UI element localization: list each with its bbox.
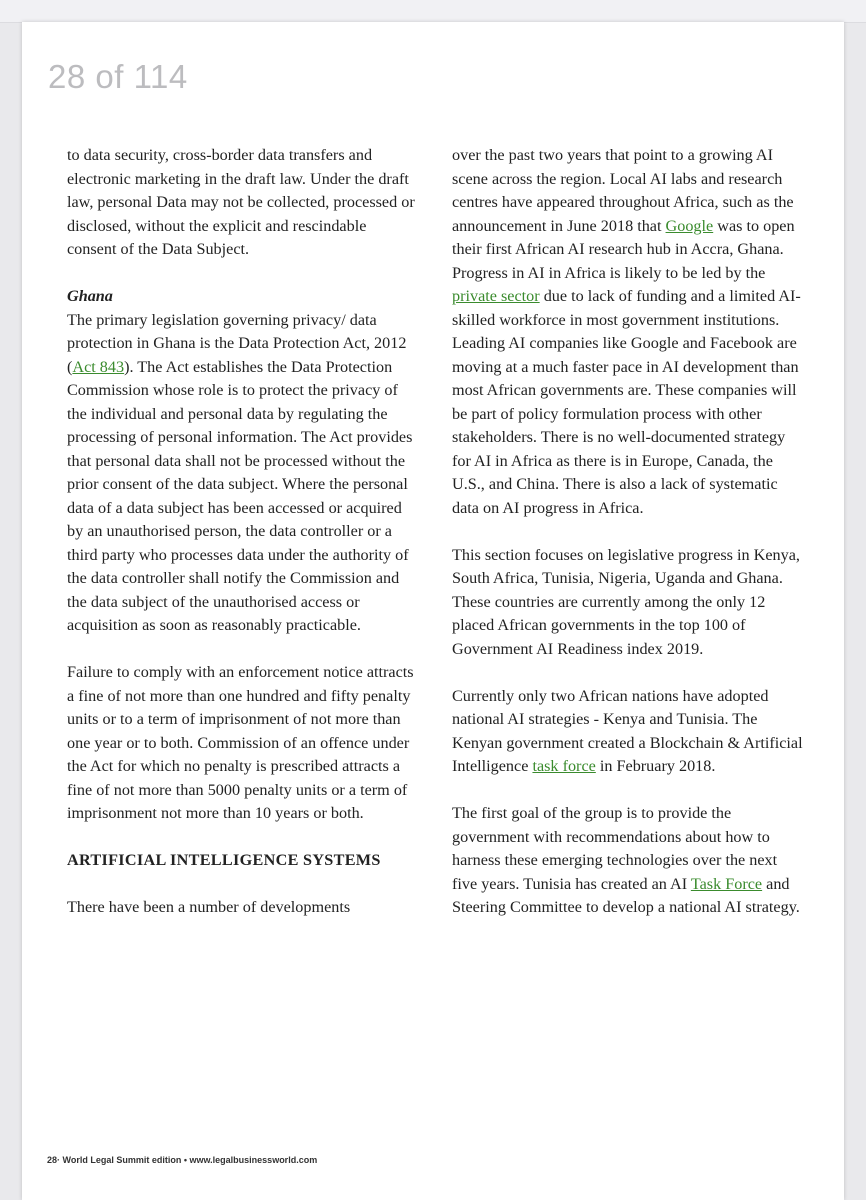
text-span: and Steering Committee to develop a national AI strategy. <box>452 874 800 916</box>
act-843-link[interactable]: Act 843 <box>72 357 125 376</box>
task-force-link[interactable]: task force <box>532 757 596 775</box>
right-column <box>452 144 804 920</box>
section-heading-ai: ARTIFICIAL INTELLIGENCE SYSTEMS <box>67 851 381 869</box>
paragraph: Failure to comply with an enforcement notice attracts a fine of not more than one hundred and fifty penalty units or to a term of imprisonment of not more than one year or to both. Commission of an offence under the Act for which no penalty is prescribed attracts a fine of not more than 5000 penalty units or a term of imprisonment not more than 10 years or both. <box>67 663 414 822</box>
google-link[interactable]: Google <box>665 216 714 235</box>
text-span: The primary legislation governing privacy/ data protection in Ghana is the Data Protection Act, 2012 ( <box>67 310 407 376</box>
paragraph: This section focuses on legislative progress in Kenya, South Africa, Tunisia, Nigeria, Uganda and Ghana. These countries are currently among the only 12 placed African governments in the top 100 of Government AI Readiness index 2019. <box>452 545 800 658</box>
document-page[interactable] <box>22 22 844 1200</box>
paragraph <box>452 802 804 920</box>
text-span: due to lack of funding and a limited AI-skilled workforce in most government institutions. Leading AI companies like Google and Facebook are moving at a much faster pace in AI development than most African governments are. These companies will be part of policy formulation process with other stakeholders. There is no well-documented strategy for AI in Africa as there is in Europe, Canada, the U.S., and China. There is also a lack of systematic data on AI progress in Africa. <box>452 287 801 517</box>
text-span: Currently only two African nations have adopted national AI strategies - Kenya and Tunisia. The Kenyan government created a Blockchain & Artificial Intelligence <box>452 686 803 775</box>
text-span: The first goal of the group is to provide the government with recommendations about how to harness these emerging technologies over the next five years. Tunisia has created an AI <box>452 804 778 893</box>
paragraph <box>452 685 804 779</box>
text-span: was to open their first African AI research hub in Accra, Ghana. Progress in AI in Africa is likely to be led by the <box>452 216 795 282</box>
page-counter: 28 of 114 <box>48 58 188 95</box>
paragraph: to data security, cross-border data transfers and electronic marketing in the draft law. Under the draft law, personal Data may not be collected, processed or disclosed, without the explicit and rescindable consent of the Data Subject. <box>67 146 415 258</box>
ai-task-force-link[interactable]: Task Force <box>690 874 763 893</box>
text-span: over the past two years that point to a growing AI scene across the region. Local AI labs and research centres have appeared throughout Africa, such as the announcement in June 2018 that <box>452 146 794 235</box>
left-column <box>67 144 419 920</box>
private-sector-link[interactable]: private sector <box>452 287 540 305</box>
paragraph <box>67 309 419 638</box>
page-footer: 28· World Legal Summit edition • www.legalbusinessworld.com <box>47 1155 318 1165</box>
section-subheading-ghana: Ghana <box>67 287 113 305</box>
paragraph <box>452 144 804 520</box>
paragraph: There have been a number of developments <box>67 898 351 916</box>
text-span: ). The Act establishes the Data Protection Commission whose role is to protect the privacy of the individual and personal data by regulating the processing of personal information. The Act provides that personal data shall not be processed without the prior consent of the data subject. Where the personal data of a data subject has been accessed or acquired by an unauthorised person, the data controller or a third party who processes data under the authority of the data controller shall notify the Commission and the data subject of the unauthorised access or acquisition as soon as reasonably practicable. <box>67 357 413 634</box>
viewer-toolbar <box>0 0 866 23</box>
text-span: in February 2018. <box>595 757 716 775</box>
